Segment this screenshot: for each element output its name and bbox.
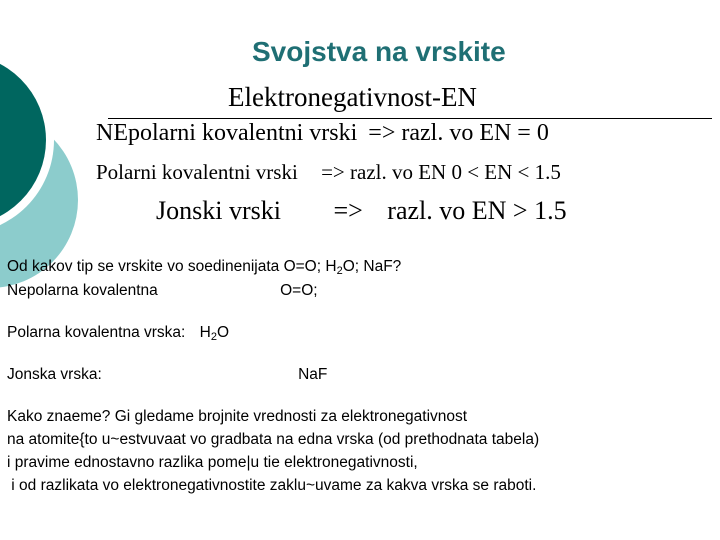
title-divider bbox=[108, 118, 712, 119]
formula-element: O; bbox=[342, 258, 360, 275]
row-rule: => razl. vo EN = 0 bbox=[368, 120, 549, 146]
answer-value: O=O; bbox=[280, 282, 318, 299]
explanation-line: Kako znaeme? Gi gledame brojnite vrednosti za elektronegativnost bbox=[7, 408, 468, 425]
row-polarni bbox=[96, 160, 561, 185]
row-nepolarni bbox=[96, 120, 549, 147]
answer-label: Polarna kovalentna vrska: bbox=[7, 324, 186, 341]
row-rule: => razl. vo EN 0 < EN < 1.5 bbox=[321, 160, 561, 184]
explanation-line: i od razlikata vo elektronegativnostite zaklu~uvame za kakva vrska se raboti. bbox=[7, 477, 537, 494]
formula-element: H bbox=[199, 324, 211, 341]
answer-label: Jonska vrska: bbox=[7, 366, 102, 383]
explanation-line: na atomite{to u~estvuvaat vo gradbata na edna vrska (od prethodnata tabela) bbox=[7, 431, 540, 448]
row-label: NEpolarni kovalentni vrski bbox=[96, 120, 358, 146]
answer-jonska bbox=[7, 366, 327, 384]
answer-label: Nepolarna kovalentna bbox=[7, 282, 158, 299]
answer-value: NaF bbox=[298, 366, 328, 383]
question-text: Od kakov tip se vrskite vo soedinenijata bbox=[7, 258, 280, 275]
page-title: Svojstva na vrskite bbox=[252, 36, 506, 67]
row-arrow: => bbox=[333, 196, 363, 225]
answer-polarna bbox=[7, 324, 229, 342]
formula-subscript: 2 bbox=[336, 265, 343, 277]
formula-element: H bbox=[325, 258, 337, 275]
question-line bbox=[7, 258, 401, 276]
page-subtitle: Elektronegativnost-EN bbox=[228, 82, 477, 112]
formula-subscript: 2 bbox=[210, 331, 217, 343]
formula-o2: O=O; bbox=[283, 258, 322, 275]
answer-value bbox=[200, 324, 229, 341]
formula-element: O bbox=[217, 324, 230, 341]
formula-naf: NaF? bbox=[363, 258, 402, 275]
answer-nepolarna bbox=[7, 282, 318, 300]
formula-h2o bbox=[325, 258, 359, 275]
row-rule: razl. vo EN > 1.5 bbox=[387, 196, 567, 225]
row-label: Jonski vrski bbox=[156, 196, 281, 225]
explanation-line: i pravime ednostavno razlika pome|u tie elektronegativnosti, bbox=[7, 454, 418, 471]
row-label: Polarni kovalentni vrski bbox=[96, 160, 298, 184]
row-jonski bbox=[156, 196, 567, 226]
